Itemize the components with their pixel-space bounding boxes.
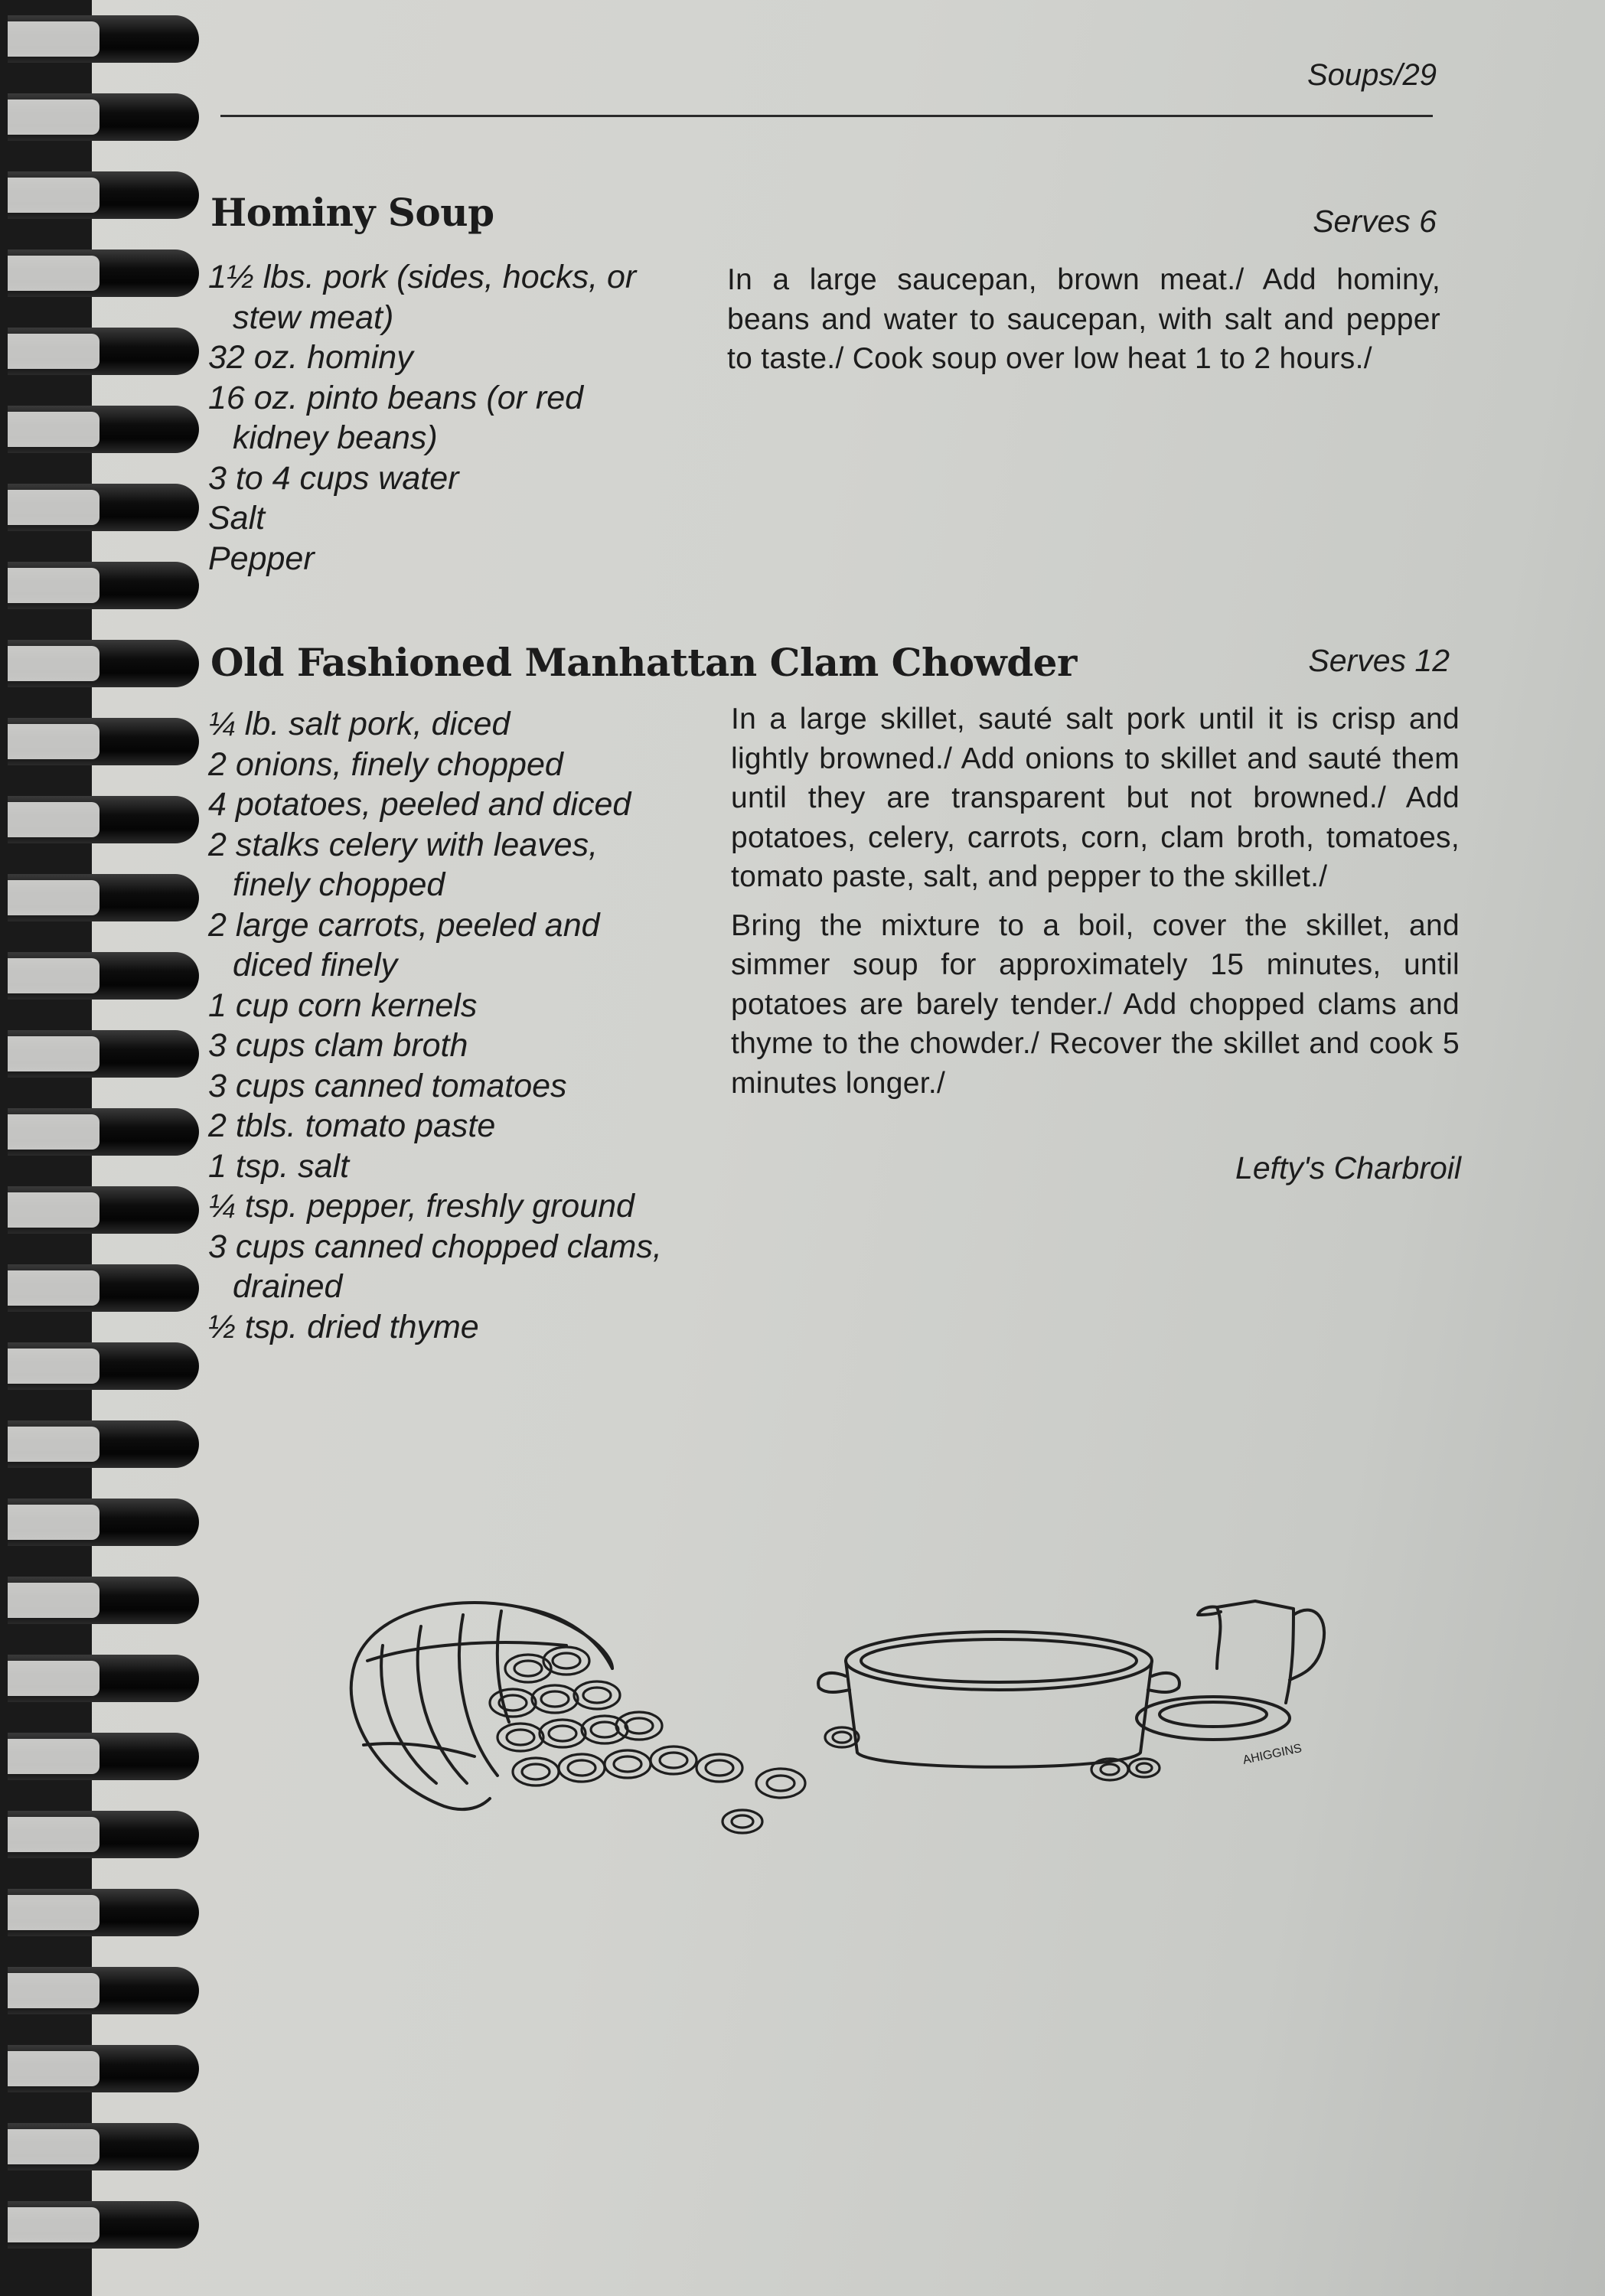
ingredient: Salt xyxy=(208,500,266,536)
binding-coil xyxy=(8,718,199,765)
binding-coil xyxy=(8,1108,199,1156)
binding-coil xyxy=(8,1342,199,1390)
binding-coil xyxy=(8,1889,199,1936)
recipe-title-hominy-soup: Hominy Soup xyxy=(210,190,494,235)
binding-coil xyxy=(8,952,199,1000)
ingredient: ¼ tsp. pepper, freshly ground xyxy=(208,1188,634,1225)
ingredient: 4 potatoes, peeled and diced xyxy=(208,786,631,823)
ingredient: 1 cup corn kernels xyxy=(208,987,478,1024)
pot-drawing xyxy=(818,1632,1179,1767)
ingredient: 3 cups canned chopped clams, drained xyxy=(208,1228,662,1305)
binding-coil xyxy=(8,1499,199,1546)
binding-coil xyxy=(8,406,199,453)
binding-coil xyxy=(8,249,199,297)
binding-coil xyxy=(8,874,199,921)
binding-coil xyxy=(8,484,199,531)
binding-coil xyxy=(8,1264,199,1312)
binding-coil xyxy=(8,562,199,609)
binding-coil xyxy=(8,2045,199,2092)
ingredient: 2 onions, finely chopped xyxy=(208,745,563,783)
binding-coil xyxy=(8,171,199,219)
binding-coil xyxy=(8,1967,199,2014)
page-header: Soups/29 xyxy=(1307,58,1437,92)
recipe-credit: Lefty's Charbroil xyxy=(1235,1150,1461,1186)
ingredient: 1½ lbs. pork (sides, hocks, or stew meat) xyxy=(208,259,637,336)
recipe-serves-clam-chowder: Serves 12 xyxy=(1308,643,1450,678)
ingredient: 3 to 4 cups water xyxy=(208,459,459,497)
recipe-title-clam-chowder: Old Fashioned Manhattan Clam Chowder xyxy=(210,640,1077,685)
ingredient: ½ tsp. dried thyme xyxy=(208,1308,479,1345)
binding-coil xyxy=(8,2201,199,2249)
binding-coil xyxy=(8,1655,199,1702)
ingredient: 32 oz. hominy xyxy=(208,339,413,376)
binding-coil xyxy=(8,1733,199,1780)
ingredient: Pepper xyxy=(208,540,315,577)
ingredient: 2 tbls. tomato paste xyxy=(208,1107,496,1144)
binding-coil xyxy=(8,796,199,843)
binding-coil xyxy=(8,1030,199,1078)
method-hominy-soup xyxy=(727,260,1440,388)
ingredient-list-hominy-soup xyxy=(208,257,652,579)
header-rule xyxy=(220,115,1433,117)
recipe-serves-hominy-soup: Serves 6 xyxy=(1313,204,1437,239)
ingredient-list-clam-chowder xyxy=(208,704,683,1347)
binding-coil xyxy=(8,1186,199,1234)
binding-coil xyxy=(8,328,199,375)
binding-coil xyxy=(8,640,199,687)
method-paragraph: In a large skillet, sauté salt pork until it is crisp and lightly browned./ Add onions to skillet and sauté them until they are transparent but not browned./ Add potatoes, celery, carrots, corn, clam broth, tomatoes, tomato paste, salt, and pepper to the skillet./ xyxy=(731,703,1460,893)
ingredient: 3 cups clam broth xyxy=(208,1027,468,1064)
plate-drawing xyxy=(1137,1697,1290,1740)
binding-coil xyxy=(8,1420,199,1468)
method-paragraph: In a large saucepan, brown meat./ Add hominy, beans and water to saucepan, with salt and pepper to taste./ Cook soup over low heat 1 to 2 hours./ xyxy=(727,263,1440,375)
ingredient: ¼ lb. salt pork, diced xyxy=(208,706,511,742)
ingredient: 16 oz. pinto beans (or red kidney beans) xyxy=(208,379,584,456)
ingredient: 3 cups canned tomatoes xyxy=(208,1067,567,1104)
pitcher-drawing xyxy=(1198,1601,1324,1703)
ingredient: 2 stalks celery with leaves, finely chopped xyxy=(208,826,599,903)
ingredient: 1 tsp. salt xyxy=(208,1147,350,1185)
method-clam-chowder xyxy=(731,700,1460,1112)
method-paragraph: Bring the mixture to a boil, cover the skillet, and simmer soup for approximately 15 minutes, until potatoes are barely tender./ Add chopped clams and thyme to the chowder./ Recover the skillet and cook 5 minutes longer./ xyxy=(731,908,1460,1100)
binding-coil xyxy=(8,2123,199,2170)
binding-coil xyxy=(8,15,199,63)
clam-basket-illustration xyxy=(337,1554,1362,1875)
artist-signature: AHIGGINS xyxy=(1241,1742,1303,1767)
binding-coil xyxy=(8,1811,199,1858)
binding-coil xyxy=(8,93,199,141)
ingredient: 2 large carrots, peeled and diced finely xyxy=(208,906,600,983)
binding-coil xyxy=(8,1577,199,1624)
